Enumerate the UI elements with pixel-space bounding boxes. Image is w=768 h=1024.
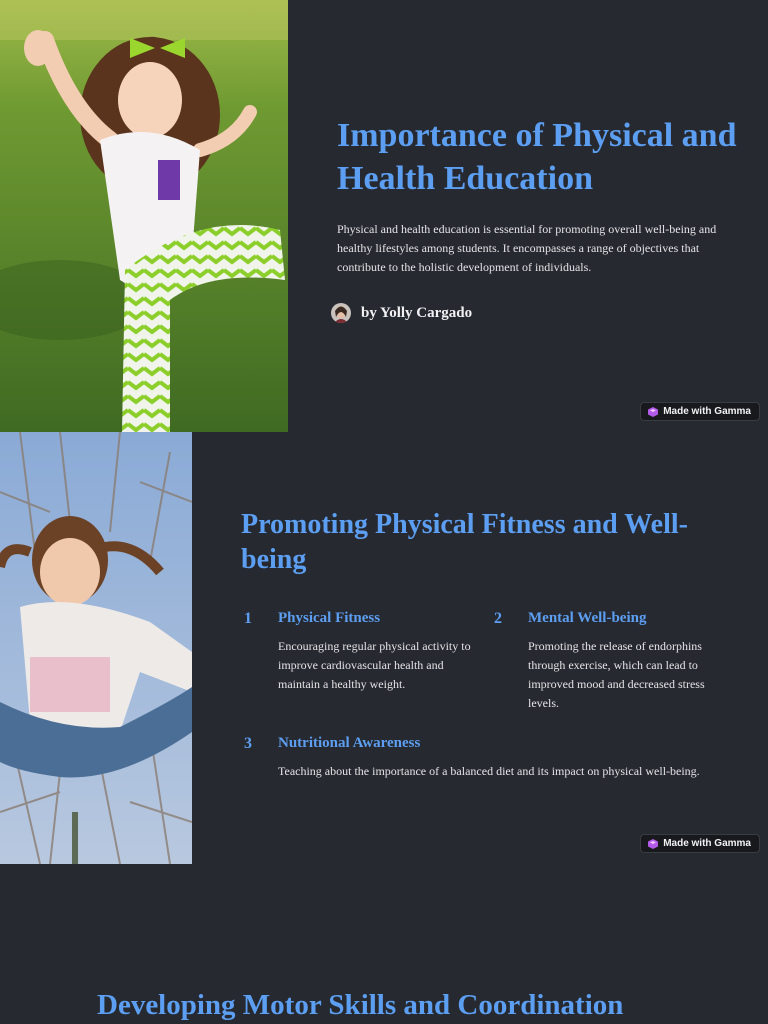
item-body: Teaching about the importance of a balanced diet and its impact on physical well-being. [278,764,700,778]
list-item [244,735,734,795]
section-title: Promoting Physical Fitness and Well-being [241,509,688,575]
gamma-logo-icon [648,839,658,849]
page-title: Importance of Physical and Health Education [337,117,737,197]
list-item [494,610,734,720]
girl-jumping-photo [0,432,192,864]
item-heading: Mental Well-being [528,610,647,626]
item-heading: Nutritional Awareness [278,735,421,751]
item-body: Promoting the release of endorphins through exercise, which can lead to improved mood and decreased stress levels. [528,639,705,710]
gamma-badge-label: Made with Gamma [663,406,751,417]
list-item [244,610,474,710]
item-number: 2 [494,610,502,627]
made-with-gamma-badge[interactable] [640,834,760,853]
item-number: 3 [244,735,252,752]
section-title: Developing Motor Skills and Coordination [97,989,624,1021]
gamma-badge-label: Made with Gamma [663,838,751,849]
gamma-logo-icon [648,407,658,417]
slide-1 [0,0,768,432]
made-with-gamma-badge[interactable] [640,402,760,421]
item-body: Encouraging regular physical activity to improve cardiovascular health and maintain a healthy weight. [278,639,471,691]
girl-dancing-photo [0,0,288,432]
author-name: by Yolly Cargado [361,304,473,321]
intro-paragraph: Physical and health education is essential for promoting overall well-being and healthy lifestyles among students. It encompasses a range of objectives that contribute to the holistic development of individuals. [337,222,717,274]
author-byline [331,303,472,323]
item-number: 1 [244,610,252,627]
avatar [331,303,351,323]
item-heading: Physical Fitness [278,610,381,626]
